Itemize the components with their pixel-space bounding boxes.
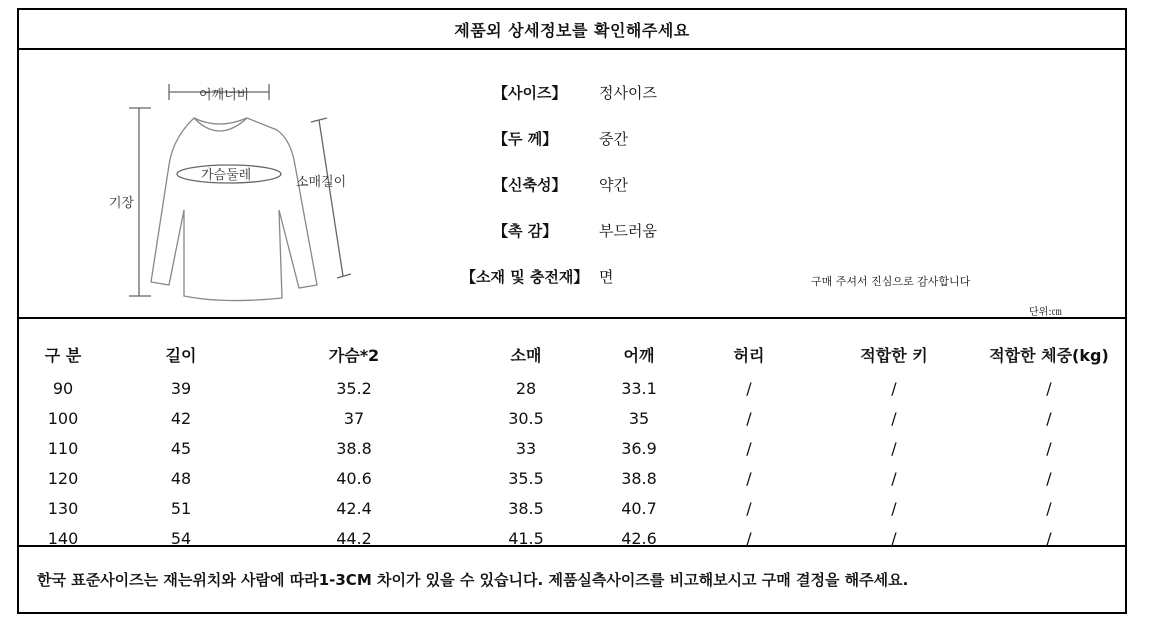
chest-label: 가슴둘레 — [201, 168, 252, 183]
table-cell: 100 — [47, 409, 79, 428]
table-cell: 38.5 — [508, 499, 544, 518]
table-cell: / — [891, 379, 897, 398]
table-cell: / — [891, 439, 897, 458]
table-cell: 38.8 — [621, 469, 657, 488]
table-cell: 36.9 — [621, 439, 657, 458]
product-info-section — [19, 48, 1125, 319]
attr-value-touch: 부드러움 — [599, 222, 657, 240]
attr-value-thickness: 중간 — [599, 130, 628, 148]
sweater-sketch-icon — [99, 70, 359, 310]
table-cell: / — [1046, 409, 1052, 428]
table-cell: 90 — [52, 379, 74, 398]
table-cell: / — [746, 409, 752, 428]
header-shoulder: 어깨 — [623, 346, 655, 365]
shoulder-label: 어깨너비 — [199, 88, 250, 103]
garment-diagram — [99, 70, 359, 310]
table-cell: 28 — [515, 379, 537, 398]
table-cell: / — [1046, 499, 1052, 518]
attr-value-stretch: 약간 — [599, 176, 628, 194]
attr-value-size: 정사이즈 — [599, 84, 657, 102]
size-note: 한국 표준사이즈는 재는위치와 사람에 따라1-3CM 차이가 있을 수 있습니다. 제품실측사이즈를 비고해보시고 구매 결정을 해주세요. — [37, 571, 909, 589]
header-chest: 가슴*2 — [328, 346, 380, 365]
table-cell: 38.8 — [336, 439, 372, 458]
attr-label-thickness: 【두 께】 — [493, 130, 558, 148]
table-cell: 35.2 — [336, 379, 372, 398]
size-table — [19, 317, 1125, 547]
table-cell: 33.1 — [621, 379, 657, 398]
header-sleeve: 소매 — [510, 346, 542, 365]
header-fit-height: 적합한 키 — [860, 346, 928, 365]
table-cell: / — [891, 529, 897, 548]
length-label: 기장 — [109, 196, 135, 211]
table-cell: 39 — [170, 379, 192, 398]
table-cell: 42.4 — [336, 499, 372, 518]
table-cell: 35 — [628, 409, 650, 428]
attr-value-material: 면 — [599, 268, 614, 286]
table-cell: / — [891, 499, 897, 518]
table-cell: / — [1046, 439, 1052, 458]
table-cell: 42 — [170, 409, 192, 428]
table-cell: / — [891, 409, 897, 428]
thanks-message: 구매 주셔서 진심으로 감사합니다 — [811, 275, 971, 288]
header-fit-weight: 적합한 체중(kg) — [989, 346, 1109, 365]
sleeve-label: 소매길이 — [296, 175, 347, 190]
table-cell: / — [1046, 529, 1052, 548]
table-cell: / — [746, 499, 752, 518]
table-cell: / — [746, 439, 752, 458]
table-cell: 51 — [170, 499, 192, 518]
attr-label-touch: 【촉 감】 — [493, 222, 558, 240]
table-cell: 45 — [170, 439, 192, 458]
table-cell: / — [746, 379, 752, 398]
unit-label: 단위:㎝ — [1029, 307, 1062, 318]
table-cell: 40.6 — [336, 469, 372, 488]
attr-label-material: 【소재 및 충전재】 — [461, 268, 589, 286]
attr-label-size: 【사이즈】 — [493, 84, 567, 102]
size-info-card — [17, 8, 1127, 614]
table-cell: / — [1046, 469, 1052, 488]
table-cell: 33 — [515, 439, 537, 458]
table-cell: 41.5 — [508, 529, 544, 548]
attr-label-stretch: 【신축성】 — [493, 176, 567, 194]
table-cell: / — [746, 529, 752, 548]
header-length: 길이 — [165, 346, 197, 365]
table-cell: 35.5 — [508, 469, 544, 488]
table-cell: 44.2 — [336, 529, 372, 548]
table-cell: / — [746, 469, 752, 488]
table-cell: 42.6 — [621, 529, 657, 548]
header-waist: 허리 — [733, 346, 765, 365]
table-cell: 40.7 — [621, 499, 657, 518]
table-cell: 37 — [343, 409, 365, 428]
table-cell: / — [891, 469, 897, 488]
table-cell: 130 — [47, 499, 79, 518]
table-cell: 30.5 — [508, 409, 544, 428]
header-size: 구 분 — [44, 346, 82, 365]
table-cell: / — [1046, 379, 1052, 398]
table-cell: 120 — [47, 469, 79, 488]
page-title: 제품외 상세정보를 확인해주세요 — [19, 10, 1125, 50]
table-cell: 54 — [170, 529, 192, 548]
table-cell: 110 — [47, 439, 79, 458]
table-cell: 140 — [47, 529, 79, 548]
table-cell: 48 — [170, 469, 192, 488]
